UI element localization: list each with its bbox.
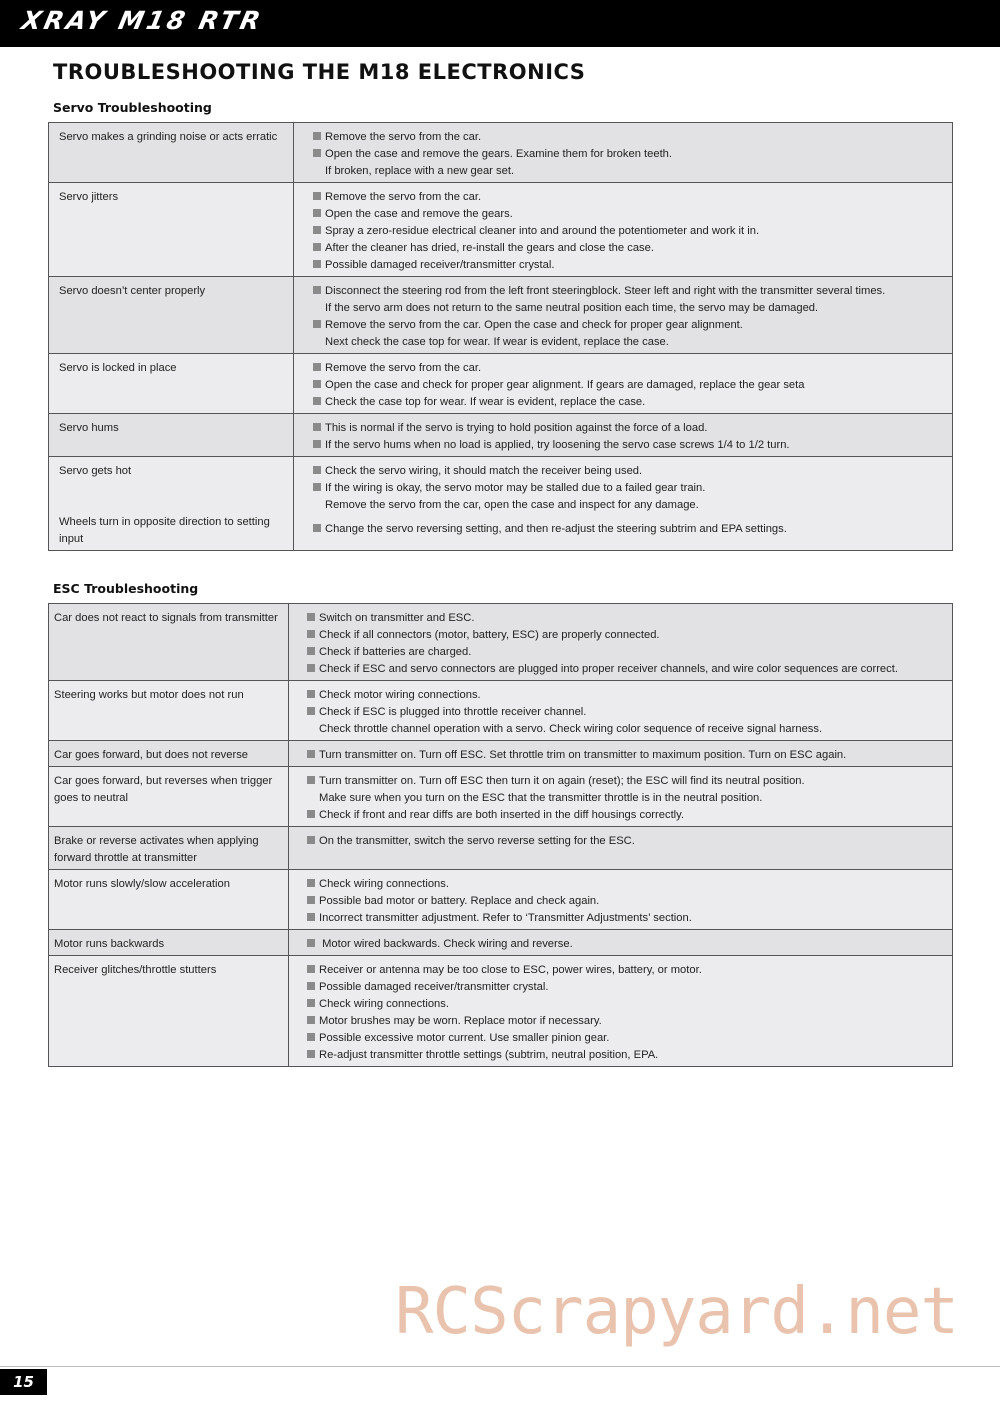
problem-cell: Car goes forward, but does not reverse [49, 741, 289, 767]
solution-text: Check wiring connections. [319, 878, 449, 890]
solution-line [307, 996, 944, 1013]
page-number: 15 [0, 1369, 47, 1395]
solution-line [313, 463, 944, 480]
square-bullet-icon [313, 363, 321, 371]
square-bullet-icon [313, 149, 321, 157]
solution-line [307, 747, 944, 764]
square-bullet-icon [313, 423, 321, 431]
solution-line [313, 360, 944, 377]
solution-text: Check if batteries are charged. [319, 646, 472, 658]
solution-text: If the servo hums when no load is applied, try loosening the servo case screws 1/4 to 1/2 turn. [325, 439, 790, 451]
square-bullet-icon [313, 243, 321, 251]
solution-text: Turn transmitter on. Turn off ESC then turn it on again (reset); the ESC will find its neutral position. [319, 775, 805, 787]
esc-section-title: ESC Troubleshooting [53, 581, 199, 596]
solution-cell [289, 604, 953, 681]
square-bullet-icon [313, 226, 321, 234]
problem-text: Servo gets hot [59, 465, 132, 477]
solution-text: Open the case and remove the gears. [325, 208, 513, 220]
table-row [49, 741, 953, 767]
solution-cell [289, 870, 953, 930]
solution-text: Remove the servo from the car. [325, 131, 482, 143]
square-bullet-icon [313, 286, 321, 294]
servo-section-title: Servo Troubleshooting [53, 100, 212, 115]
solution-text: After the cleaner has dried, re-install the gears and close the case. [325, 242, 654, 254]
solution-text: Motor wired backwards. Check wiring and reverse. [319, 938, 573, 950]
solution-line [307, 910, 944, 927]
solution-text: Check if ESC is plugged into throttle receiver channel. [319, 706, 587, 718]
solution-cell [294, 183, 953, 277]
square-bullet-icon [307, 613, 315, 621]
header-bar [0, 0, 1000, 47]
solution-line [307, 979, 944, 996]
square-bullet-icon [313, 466, 321, 474]
solution-line [313, 163, 944, 180]
square-bullet-icon [313, 132, 321, 140]
solution-text: Check if front and rear diffs are both inserted in the diff housings correctly. [319, 809, 685, 821]
square-bullet-icon [313, 483, 321, 491]
solution-text: If the wiring is okay, the servo motor may be stalled due to a failed gear train. [325, 482, 706, 494]
solution-cell [289, 930, 953, 956]
square-bullet-icon [307, 913, 315, 921]
solution-text: Spray a zero-residue electrical cleaner into and around the potentiometer and work it in. [325, 225, 760, 237]
solution-text: Possible damaged receiver/transmitter crystal. [319, 981, 549, 993]
square-bullet-icon [313, 397, 321, 405]
square-bullet-icon [313, 440, 321, 448]
table-row [49, 183, 953, 277]
solution-text: Motor brushes may be worn. Replace motor if necessary. [319, 1015, 602, 1027]
solution-line [313, 480, 944, 497]
solution-text: Check the case top for wear. If wear is evident, replace the case. [325, 396, 646, 408]
solution-cell [294, 457, 953, 551]
solution-text: Open the case and check for proper gear alignment. If gears are damaged, replace the gear seta [325, 379, 805, 391]
square-bullet-icon [307, 999, 315, 1007]
square-bullet-icon [307, 1016, 315, 1024]
square-bullet-icon [307, 982, 315, 990]
square-bullet-icon [307, 879, 315, 887]
esc-troubleshooting-table [48, 603, 953, 1067]
square-bullet-icon [307, 776, 315, 784]
solution-line [313, 206, 944, 223]
solution-line [313, 334, 944, 351]
solution-text: Next check the case top for wear. If wear is evident, replace the case. [325, 336, 669, 348]
solution-text: On the transmitter, switch the servo reverse setting for the ESC. [319, 835, 635, 847]
solution-line [307, 773, 944, 790]
solution-text: Switch on transmitter and ESC. [319, 612, 475, 624]
problem-cell: Motor runs backwards [49, 930, 289, 956]
solution-cell [289, 767, 953, 827]
square-bullet-icon [313, 524, 321, 532]
square-bullet-icon [307, 896, 315, 904]
solution-line [307, 687, 944, 704]
solution-text: If the servo arm does not return to the same neutral position each time, the servo may be damaged. [325, 302, 819, 314]
solution-text: Incorrect transmitter adjustment. Refer to ‘Transmitter Adjustments’ section. [319, 912, 692, 924]
solution-text: Possible bad motor or battery. Replace and check again. [319, 895, 600, 907]
solution-line [307, 704, 944, 721]
solution-text: Check the servo wiring, it should match the receiver being used. [325, 465, 643, 477]
problem-cell: Car goes forward, but reverses when trigger goes to neutral [49, 767, 289, 827]
table-row [49, 354, 953, 414]
table-row [49, 827, 953, 870]
problem-cell: Car does not react to signals from transmitter [49, 604, 289, 681]
solution-line [307, 644, 944, 661]
solution-cell [294, 414, 953, 457]
square-bullet-icon [307, 664, 315, 672]
square-bullet-icon [307, 836, 315, 844]
solution-line [307, 936, 944, 953]
solution-text: Remove the servo from the car. Open the case and check for proper gear alignment. [325, 319, 743, 331]
square-bullet-icon [307, 939, 315, 947]
solution-text: Possible damaged receiver/transmitter crystal. [325, 259, 555, 271]
problem-cell: Servo jitters [49, 183, 294, 277]
solution-line [307, 807, 944, 824]
solution-text: Turn transmitter on. Turn off ESC. Set throttle trim on transmitter to maximum position. Turn on ESC again. [319, 749, 847, 761]
solution-line [313, 521, 944, 538]
solution-cell [289, 956, 953, 1067]
solution-line [313, 420, 944, 437]
problem-cell: Receiver glitches/throttle stutters [49, 956, 289, 1067]
table-row [49, 930, 953, 956]
solution-line [313, 146, 944, 163]
solution-line [313, 189, 944, 206]
solution-text: Open the case and remove the gears. Examine them for broken teeth. [325, 148, 673, 160]
problem-cell: Servo is locked in place [49, 354, 294, 414]
solution-text: Check if ESC and servo connectors are plugged into proper receiver channels, and wire color sequences are correct. [319, 663, 898, 675]
table-row [49, 681, 953, 741]
solution-text: Check throttle channel operation with a servo. Check wiring color sequence of receive signal harness. [319, 723, 823, 735]
solution-text: Check if all connectors (motor, battery, ESC) are properly connected. [319, 629, 660, 641]
solution-line [313, 240, 944, 257]
table-row [49, 767, 953, 827]
solution-text: Check motor wiring connections. [319, 689, 481, 701]
solution-cell [294, 123, 953, 183]
solution-line [313, 394, 944, 411]
solution-text: Remove the servo from the car. [325, 362, 482, 374]
square-bullet-icon [307, 965, 315, 973]
table-row [49, 414, 953, 457]
problem-cell: Servo doesn’t center properly [49, 277, 294, 354]
solution-line [313, 497, 944, 514]
solution-line [307, 833, 944, 850]
solution-text: Disconnect the steering rod from the left front steeringblock. Steer left and right with the transmitter several times. [325, 285, 886, 297]
solution-line [313, 377, 944, 394]
square-bullet-icon [307, 810, 315, 818]
solution-line [307, 721, 944, 738]
solution-line [313, 283, 944, 300]
solution-text: Remove the servo from the car, open the case and inspect for any damage. [325, 499, 699, 511]
table-row [49, 604, 953, 681]
solution-text: Remove the servo from the car. [325, 191, 482, 203]
solution-line [313, 317, 944, 334]
square-bullet-icon [307, 750, 315, 758]
solution-cell [294, 354, 953, 414]
square-bullet-icon [307, 647, 315, 655]
square-bullet-icon [313, 320, 321, 328]
solution-line [307, 1013, 944, 1030]
solution-text: Possible excessive motor current. Use smaller pinion gear. [319, 1032, 610, 1044]
solution-text: Make sure when you turn on the ESC that the transmitter throttle is in the neutral position. [319, 792, 763, 804]
solution-text: Re-adjust transmitter throttle settings (subtrim, neutral position, EPA. [319, 1049, 659, 1061]
solution-line [307, 876, 944, 893]
problem-cell: Steering works but motor does not run [49, 681, 289, 741]
page-title: TROUBLESHOOTING THE M18 ELECTRONICS [53, 60, 586, 84]
square-bullet-icon [307, 690, 315, 698]
square-bullet-icon [307, 1033, 315, 1041]
solution-cell [289, 827, 953, 870]
square-bullet-icon [307, 707, 315, 715]
table-row [49, 956, 953, 1067]
problem-cell: Brake or reverse activates when applying forward throttle at transmitter [49, 827, 289, 870]
problem-cell: Servo hums [49, 414, 294, 457]
solution-line [313, 257, 944, 274]
spacer [59, 480, 285, 514]
solution-line [307, 790, 944, 807]
solution-line [307, 893, 944, 910]
table-row [49, 870, 953, 930]
square-bullet-icon [313, 209, 321, 217]
square-bullet-icon [313, 260, 321, 268]
brand-logo: XRAY M18 RTR [19, 6, 266, 35]
solution-line [307, 610, 944, 627]
watermark: RCScrapyard.net [395, 1275, 958, 1349]
solution-line [307, 1030, 944, 1047]
solution-line [307, 661, 944, 678]
solution-line [307, 962, 944, 979]
solution-line [313, 300, 944, 317]
footer-divider [0, 1366, 1000, 1367]
table-row [49, 123, 953, 183]
square-bullet-icon [307, 630, 315, 638]
solution-text: If broken, replace with a new gear set. [325, 165, 515, 177]
servo-troubleshooting-table [48, 122, 953, 551]
solution-line [313, 223, 944, 240]
solution-text: Check wiring connections. [319, 998, 449, 1010]
solution-line [307, 627, 944, 644]
solution-line [313, 437, 944, 454]
solution-text: Receiver or antenna may be too close to ESC, power wires, battery, or motor. [319, 964, 702, 976]
problem-cell: Motor runs slowly/slow acceleration [49, 870, 289, 930]
square-bullet-icon [307, 1050, 315, 1058]
problem-cell [49, 457, 294, 551]
solution-cell [289, 681, 953, 741]
square-bullet-icon [313, 192, 321, 200]
problem-cell: Servo makes a grinding noise or acts erratic [49, 123, 294, 183]
square-bullet-icon [313, 380, 321, 388]
table-row [49, 277, 953, 354]
table-row [49, 457, 953, 551]
solution-text: This is normal if the servo is trying to hold position against the force of a load. [325, 422, 708, 434]
solution-text: Change the servo reversing setting, and then re-adjust the steering subtrim and EPA settings. [325, 523, 787, 535]
problem-text: Wheels turn in opposite direction to setting input [59, 516, 270, 545]
solution-cell [289, 741, 953, 767]
solution-line [307, 1047, 944, 1064]
solution-cell [294, 277, 953, 354]
spacer [313, 514, 944, 521]
solution-line [313, 129, 944, 146]
